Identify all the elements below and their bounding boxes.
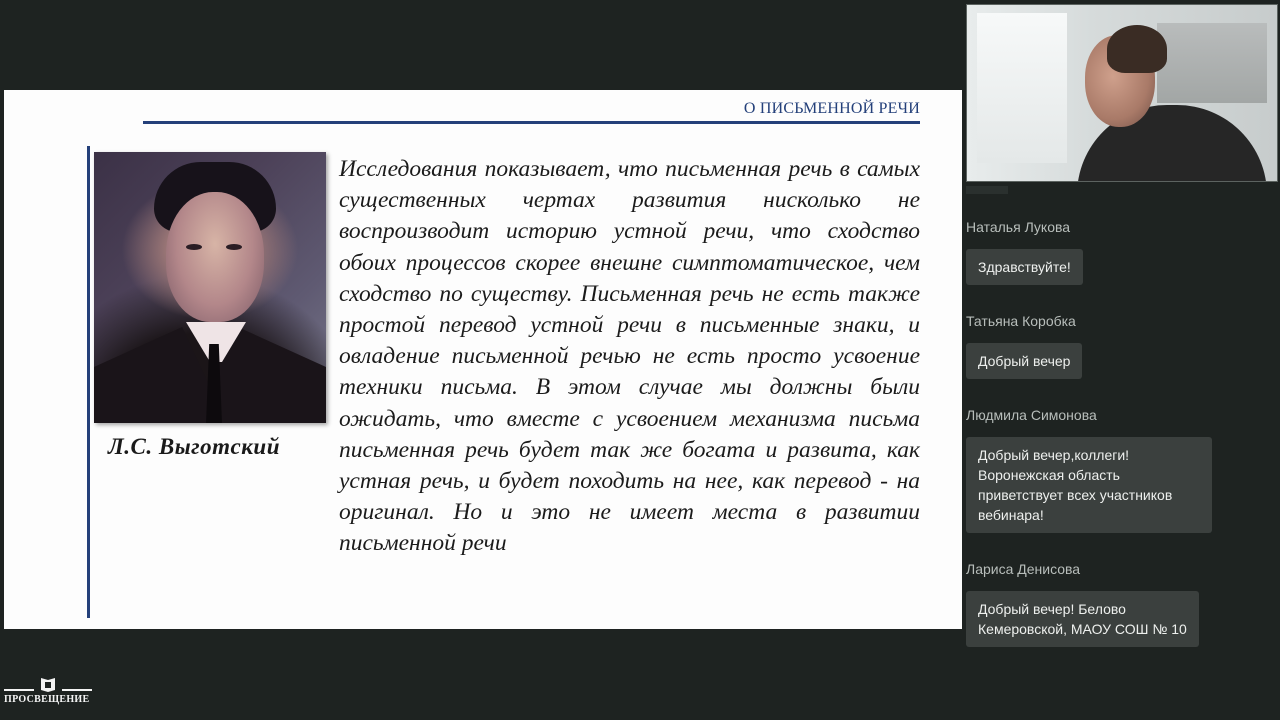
message-author: Лариса Денисова	[966, 561, 1081, 577]
message-author: Наталья Лукова	[966, 219, 1071, 235]
presentation-slide	[4, 90, 962, 629]
message-author: Людмила Симонова	[966, 407, 1097, 423]
portrait-image	[94, 152, 326, 423]
slide-title: О ПИСЬМЕННОЙ РЕЧИ	[743, 100, 920, 117]
chat-message	[966, 407, 1212, 533]
side-divider	[87, 146, 90, 618]
message-bubble: Добрый вечер	[966, 343, 1082, 379]
portrait-caption: Л.С. Выготский	[108, 434, 280, 459]
presenter-video[interactable]	[966, 4, 1278, 182]
publisher-name: ПРОСВЕЩЕНИЕ	[4, 694, 90, 705]
message-bubble: Здравствуйте!	[966, 249, 1083, 285]
title-underline	[143, 121, 920, 124]
message-bubble: Добрый вечер,коллеги! Воронежская область приветствует всех участников вебинара!	[966, 437, 1212, 533]
book-icon	[4, 676, 94, 694]
chat-message	[966, 313, 1082, 379]
chat-divider	[966, 186, 1008, 194]
publisher-logo	[4, 676, 94, 706]
message-author: Татьяна Коробка	[966, 313, 1076, 329]
message-bubble: Добрый вечер! Белово Кемеровской, МАОУ СОШ № 10	[966, 591, 1199, 647]
chat-message	[966, 561, 1199, 647]
quote-text: Исследования показывает, что письменная речь в самых существенных чертах развития нисколько не воспроизводит историю устной речи, что сходство обоих процессов скорее внешне симптоматическое, чем сходство по существу. Письменная речь не есть также простой перевод устной речи в письменные знаки, и овладение письменной речью не есть просто усвоение техники письма. В этом случае мы должны были ожидать, что вместе с усвоением механизма письма письменная речь будет так же богата и развита, как устная речь, и будет походить на нее, как перевод - на оригинал. Но и это не имеет места в развитии письменной речи	[339, 156, 920, 557]
chat-message	[966, 219, 1083, 285]
